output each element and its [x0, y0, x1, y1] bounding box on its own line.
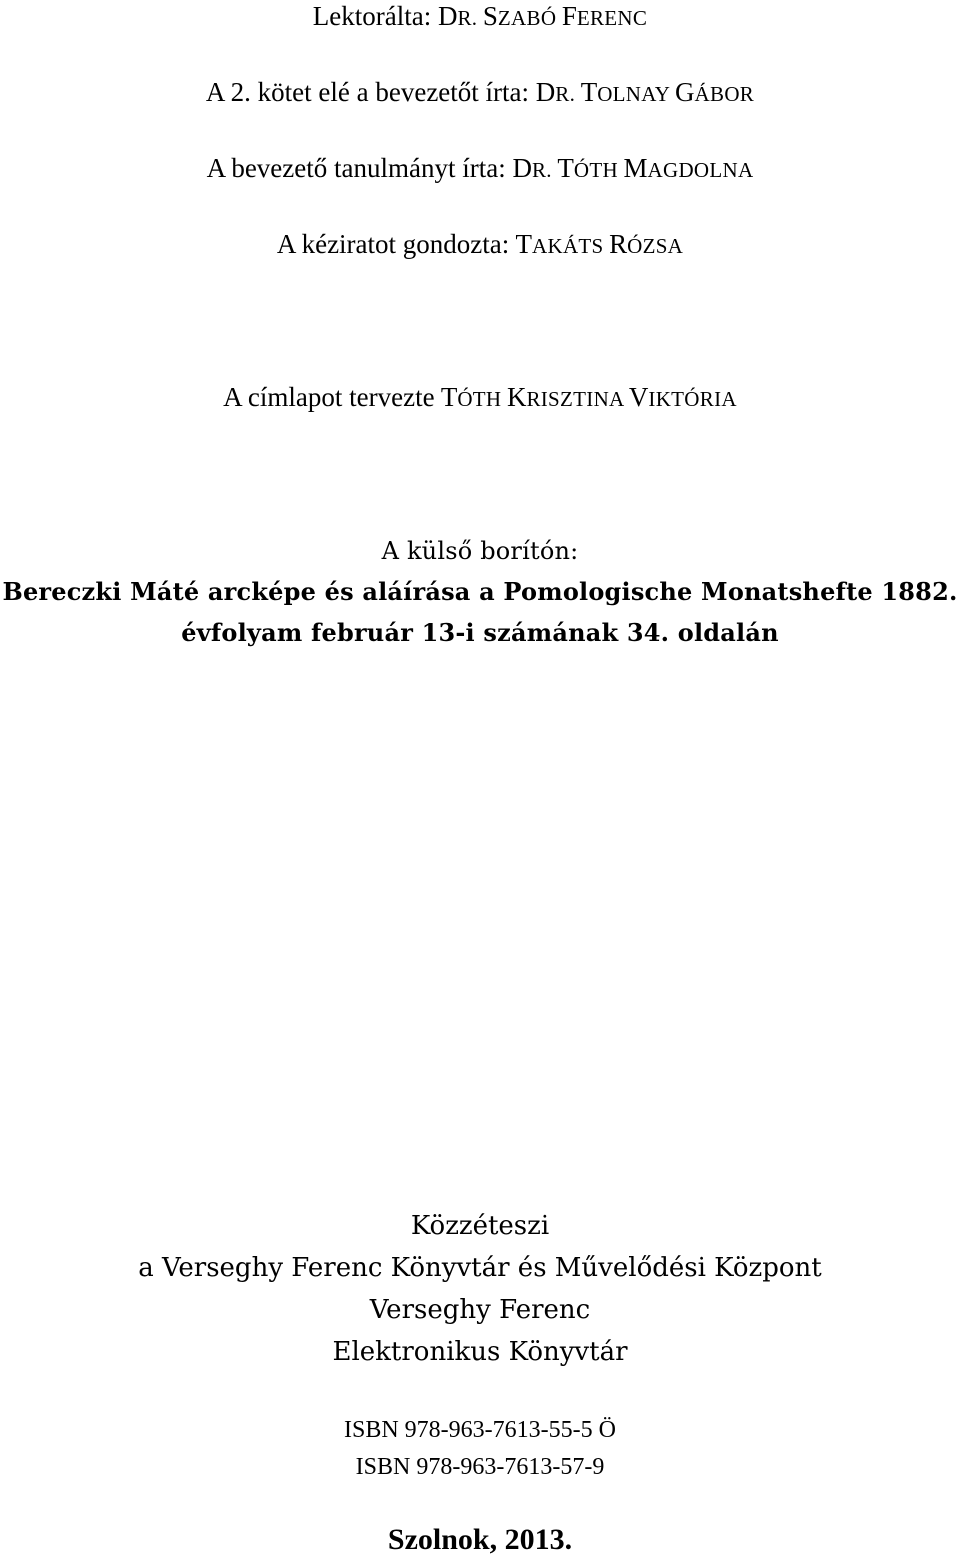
- credit-name-initial: M: [623, 153, 648, 183]
- credit-name-rest: ÓTH: [573, 158, 624, 182]
- credit-prefix-rest: R.: [531, 158, 558, 182]
- credit-name-initial: R: [609, 229, 628, 259]
- credit-label: A kéziratot gondozta:: [276, 229, 516, 259]
- isbn-line: ISBN 978-963-7613-55-5 Ö: [344, 1417, 616, 1443]
- cover-description-line: évfolyam február 13-i számának 34. oldalán: [181, 618, 779, 647]
- credit-name-rest: ERENC: [576, 6, 648, 30]
- credit-name-rest: OLNAY: [597, 82, 676, 106]
- place-date: Szolnok, 2013.: [387, 1523, 573, 1556]
- credit-prefix-rest: R.: [555, 82, 581, 106]
- credit-name-rest: AKÁTS: [532, 234, 610, 258]
- credit-kezirat: [0, 231, 960, 258]
- credit-tanulmany: [0, 155, 960, 182]
- publisher-line: Elektronikus Könyvtár: [332, 1337, 628, 1367]
- credit-name-rest: RISZTINA: [526, 387, 629, 411]
- credit-name-rest: ZABÓ: [497, 6, 562, 30]
- credit-label: A címlapot tervezte: [223, 382, 441, 412]
- credit-name-initial: G: [675, 77, 695, 107]
- publisher-line: Verseghy Ferenc: [369, 1295, 591, 1325]
- credit-name-initial: T: [557, 153, 574, 183]
- credit-name-initial: T: [515, 229, 533, 259]
- credit-name-initial: T: [440, 382, 458, 412]
- credit-label: A bevezető tanulmányt írta:: [206, 153, 513, 183]
- credit-name-rest: AGDOLNA: [647, 158, 754, 182]
- credit-prefix-rest: R.: [457, 6, 483, 30]
- credit-label: Lektorálta:: [312, 1, 438, 31]
- credit-prefix-initial: D: [512, 153, 532, 183]
- credit-name-rest: IKTÓRIA: [648, 387, 737, 411]
- credit-bevezeto-kotet: [0, 79, 960, 106]
- credit-prefix-initial: D: [535, 77, 556, 107]
- credit-prefix-initial: D: [437, 1, 458, 31]
- credit-name-initial: V: [628, 382, 649, 412]
- credit-lektoralta: [0, 3, 960, 30]
- credit-name-initial: S: [482, 1, 498, 31]
- isbn-line: ISBN 978-963-7613-57-9: [355, 1454, 605, 1480]
- cover-heading: A külső borítón:: [381, 537, 579, 565]
- credit-name-initial: T: [580, 77, 598, 107]
- publisher-line: Közzéteszi: [410, 1211, 550, 1241]
- credit-name-rest: ÁBOR: [694, 82, 755, 106]
- credit-name-rest: ÓTH: [457, 387, 507, 411]
- credit-label: A 2. kötet elé a bevezetőt írta:: [205, 77, 536, 107]
- cover-description-line: Bereczki Máté arcképe és aláírása a Pomologische Monatshefte 1882.: [2, 577, 958, 606]
- credit-name-initial: K: [506, 382, 527, 412]
- publisher-line: a Verseghy Ferenc Könyvtár és Művelődési Központ: [138, 1253, 822, 1283]
- credit-cimlap: [0, 384, 960, 411]
- credit-name-initial: F: [561, 1, 577, 31]
- credit-name-rest: ÓZSA: [627, 234, 684, 258]
